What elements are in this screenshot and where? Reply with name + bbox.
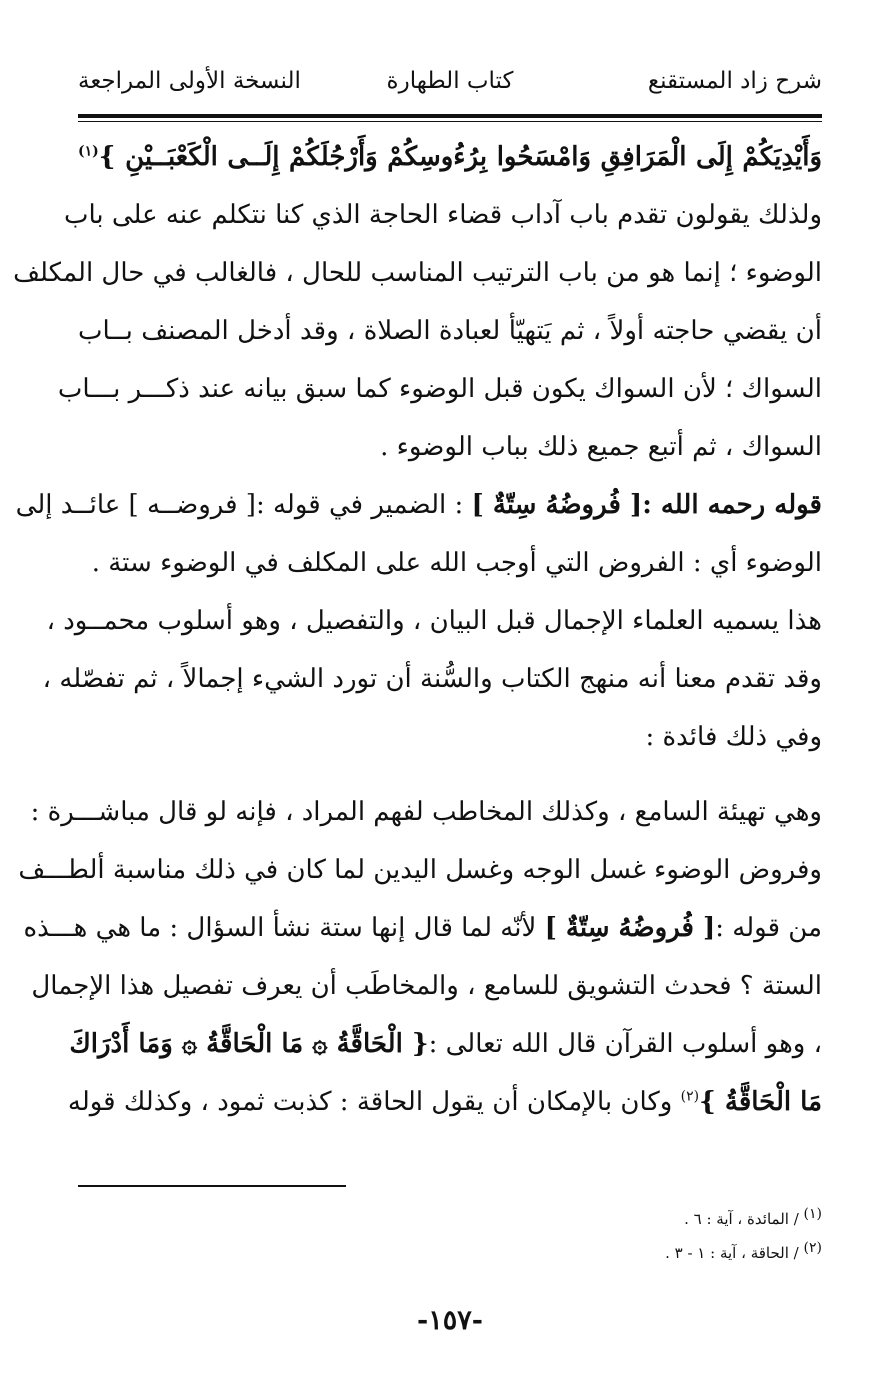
text-span: وكان بالإمكان أن يقول الحاقة : كذبت ثمود ، وكذلك قوله (67, 1087, 673, 1117)
quran-verse: مَا الْحَاقَّةُ } (699, 1087, 822, 1117)
footnote-mark: (١) (803, 1206, 822, 1222)
matn-quote: قوله رحمه الله :[ فُروضُهُ سِتّةٌ ] (471, 490, 822, 520)
text-line: أن يقضي حاجته أولاً ، ثم يَتهيّأ لعبادة الصلاة ، وقد أدخل المصنف بــاب (78, 316, 822, 346)
text-span: ، وهو أسلوب القرآن قال الله تعالى : (428, 1029, 822, 1059)
text-span: من قوله : (715, 913, 822, 943)
header-book-title: شرح زاد المستقنع (647, 68, 822, 94)
text-line (23, 899, 822, 957)
quran-verse: { الْحَاقَّةُ ۞ مَا الْحَاقَّةُ ۞ وَمَا أَدْرَاكَ (69, 1029, 429, 1059)
text-span: لأنّه لما قال إنها ستة نشأ السؤال : ما هي هـــذه (23, 913, 537, 943)
text-line: ولذلك يقولون تقدم باب آداب قضاء الحاجة الذي كنا نتكلم عنه على باب (63, 200, 822, 230)
text-line: وفي ذلك فائدة : (645, 722, 822, 752)
footnote-text: / المائدة ، آية : ٦ . (684, 1210, 799, 1228)
main-text (13, 128, 822, 1131)
header-chapter: كتاب الطهارة (386, 68, 514, 94)
header-rule-thick (78, 114, 822, 118)
text-line: وفروض الوضوء غسل الوجه وغسل اليدين لما كان في ذلك مناسبة ألطـــف (18, 855, 822, 885)
footnote-ref: (٢) (680, 1088, 700, 1105)
text-line (78, 128, 822, 186)
text-line: السواك ؛ لأن السواك يكون قبل الوضوء كما سبق بيانه عند ذكـــر بـــاب (57, 374, 822, 404)
text-line (15, 476, 822, 534)
text-line: وهي تهيئة السامع ، وكذلك المخاطب لفهم المراد ، فإنه لو قال مباشـــرة : (30, 797, 822, 827)
document-page (13, 50, 822, 1350)
footnote-mark: (٢) (803, 1240, 822, 1256)
header-rule-thin (78, 121, 822, 122)
footnote-text: / الحاقة ، آية : ١ - ٣ . (665, 1244, 799, 1262)
text-line (69, 1015, 822, 1073)
matn-quote: [ فُروضُهُ سِتّةٌ ] (544, 913, 716, 943)
page-number: -١٥٧- (417, 1305, 483, 1336)
text-line (67, 1073, 822, 1131)
footnote (78, 1236, 822, 1270)
footnotes (78, 1202, 822, 1270)
header-edition: النسخة الأولى المراجعة (78, 68, 301, 94)
text-line: وقد تقدم معنا أنه منهج الكتاب والسُّنة أن تورد الشيء إجمالاً ، ثم تفصّله ، (42, 664, 822, 694)
text-line: السواك ، ثم أتبع جميع ذلك بباب الوضوء . (380, 432, 822, 462)
text-line: الستة ؟ فحدث التشويق للسامع ، والمخاطَب أن يعرف تفصيل هذا الإجمال (31, 971, 822, 1001)
footnote-separator (78, 1185, 346, 1187)
text-line: الوضوء أي : الفروض التي أوجب الله على المكلف في الوضوء ستة . (91, 548, 822, 578)
text-line: هذا يسميه العلماء الإجمال قبل البيان ، والتفصيل ، وهو أسلوب محمــود ، (46, 606, 822, 636)
footnote-ref: (١) (78, 143, 99, 160)
footnote (78, 1202, 822, 1236)
quran-verse: وَأَيْدِيَكُمْ إِلَى الْمَرَافِقِ وَامْسَحُوا بِرُءُوسِكُمْ وَأَرْجُلَكُمْ إِلَــى الْكَعْبَــيْنِ } (98, 142, 822, 172)
text-span: : الضمير في قوله :[ فروضــه ] عائــد إلى (15, 490, 464, 520)
running-header (78, 68, 822, 108)
text-line: الوضوء ؛ إنما هو من باب الترتيب المناسب للحال ، فالغالب في حال المكلف (13, 258, 822, 288)
